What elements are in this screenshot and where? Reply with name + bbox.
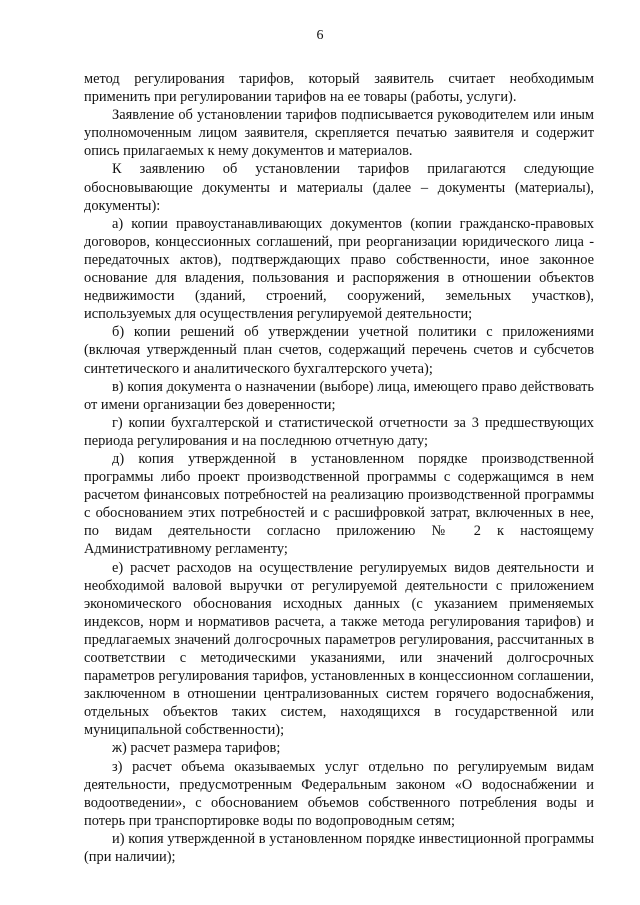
- paragraph-application-signing: Заявление об установлении тарифов подписывается руководителем или иным уполномоченным лицом заявителя, скрепляется печатью заявителя и содержит опись прилагаемых к нему документов и материалов.: [84, 107, 594, 160]
- paragraph-method-continuation: метод регулирования тарифов, который заявитель считает необходимым применить при регулировании тарифов на ее товары (работы, услуги).: [84, 71, 594, 106]
- paragraph-item-v: в) копия документа о назначении (выборе) лица, имеющего право действовать от имени организации без доверенности;: [84, 378, 594, 413]
- paragraph-item-b: б) копии решений об утверждении учетной политики с приложениями (включая утвержденный план счетов, содержащий перечень счетов и субсчетов синтетического и аналитического бухгалтерского учета);: [84, 324, 594, 377]
- paragraph-attached-documents-intro: К заявлению об установлении тарифов прилагаются следующие обосновывающие документы и материалы (далее – документы (материалы), документы):: [84, 161, 594, 214]
- paragraph-item-d: д) копия утвержденной в установленном порядке производственной программы либо проект производственной программы с содержащимся в нем расчетом финансовых потребностей на реализацию производственной программы с обоснованием этих потребностей и с расшифровкой затрат, включенных в нее, по видам деятельности согласно приложению № 2 к настоящему Административному регламенту;: [84, 450, 594, 558]
- page-number: 6: [316, 28, 324, 43]
- paragraph-item-i: и) копия утвержденной в установленном порядке инвестиционной программы (при наличии);: [84, 830, 594, 866]
- paragraph-item-g: г) копии бухгалтерской и статистической отчетности за 3 предшествующих периода регулирования и на последнюю отчетную дату;: [84, 414, 594, 449]
- paragraph-item-a: а) копии правоустанавливающих документов (копии гражданско-правовых договоров, концессионных соглашений, при реорганизации юридического лица - передаточных актов), подтверждающих право собственности, иное законное основание для владения, пользования и распоряжения в отношении объектов недвижимости (зданий, строений, сооружений, земельных участков), используемых для осуществления регулируемой деятельности;: [84, 215, 594, 323]
- paragraph-item-z: з) расчет объема оказываемых услуг отдельно по регулируемым видам деятельности, предусмотренным Федеральным законом «О водоснабжении и водоотведении», с обоснованием объемов собственного потребления воды и потерь при транспортировке воды по водопроводным сетям;: [84, 758, 594, 829]
- paragraph-item-e: е) расчет расходов на осуществление регулируемых видов деятельности и необходимой валовой выручки от регулируемой деятельности с приложением экономического обоснования исходных данных (с указанием применяемых индексов, норм и нормативов расчета, а также метода регулирования тарифов) и предлагаемых значений долгосрочных параметров регулирования, рассчитанных в соответствии с методическими указаниями, или значений долгосрочных параметров регулирования тарифов, установленных в концессионном соглашении, заключенном в отношении централизованных систем горячего водоснабжения, отдельных объектов таких систем, находящихся в государственной или муниципальной собственности);: [84, 559, 594, 739]
- document-body: [84, 70, 594, 866]
- paragraph-item-zh: ж) расчет размера тарифов;: [112, 740, 281, 757]
